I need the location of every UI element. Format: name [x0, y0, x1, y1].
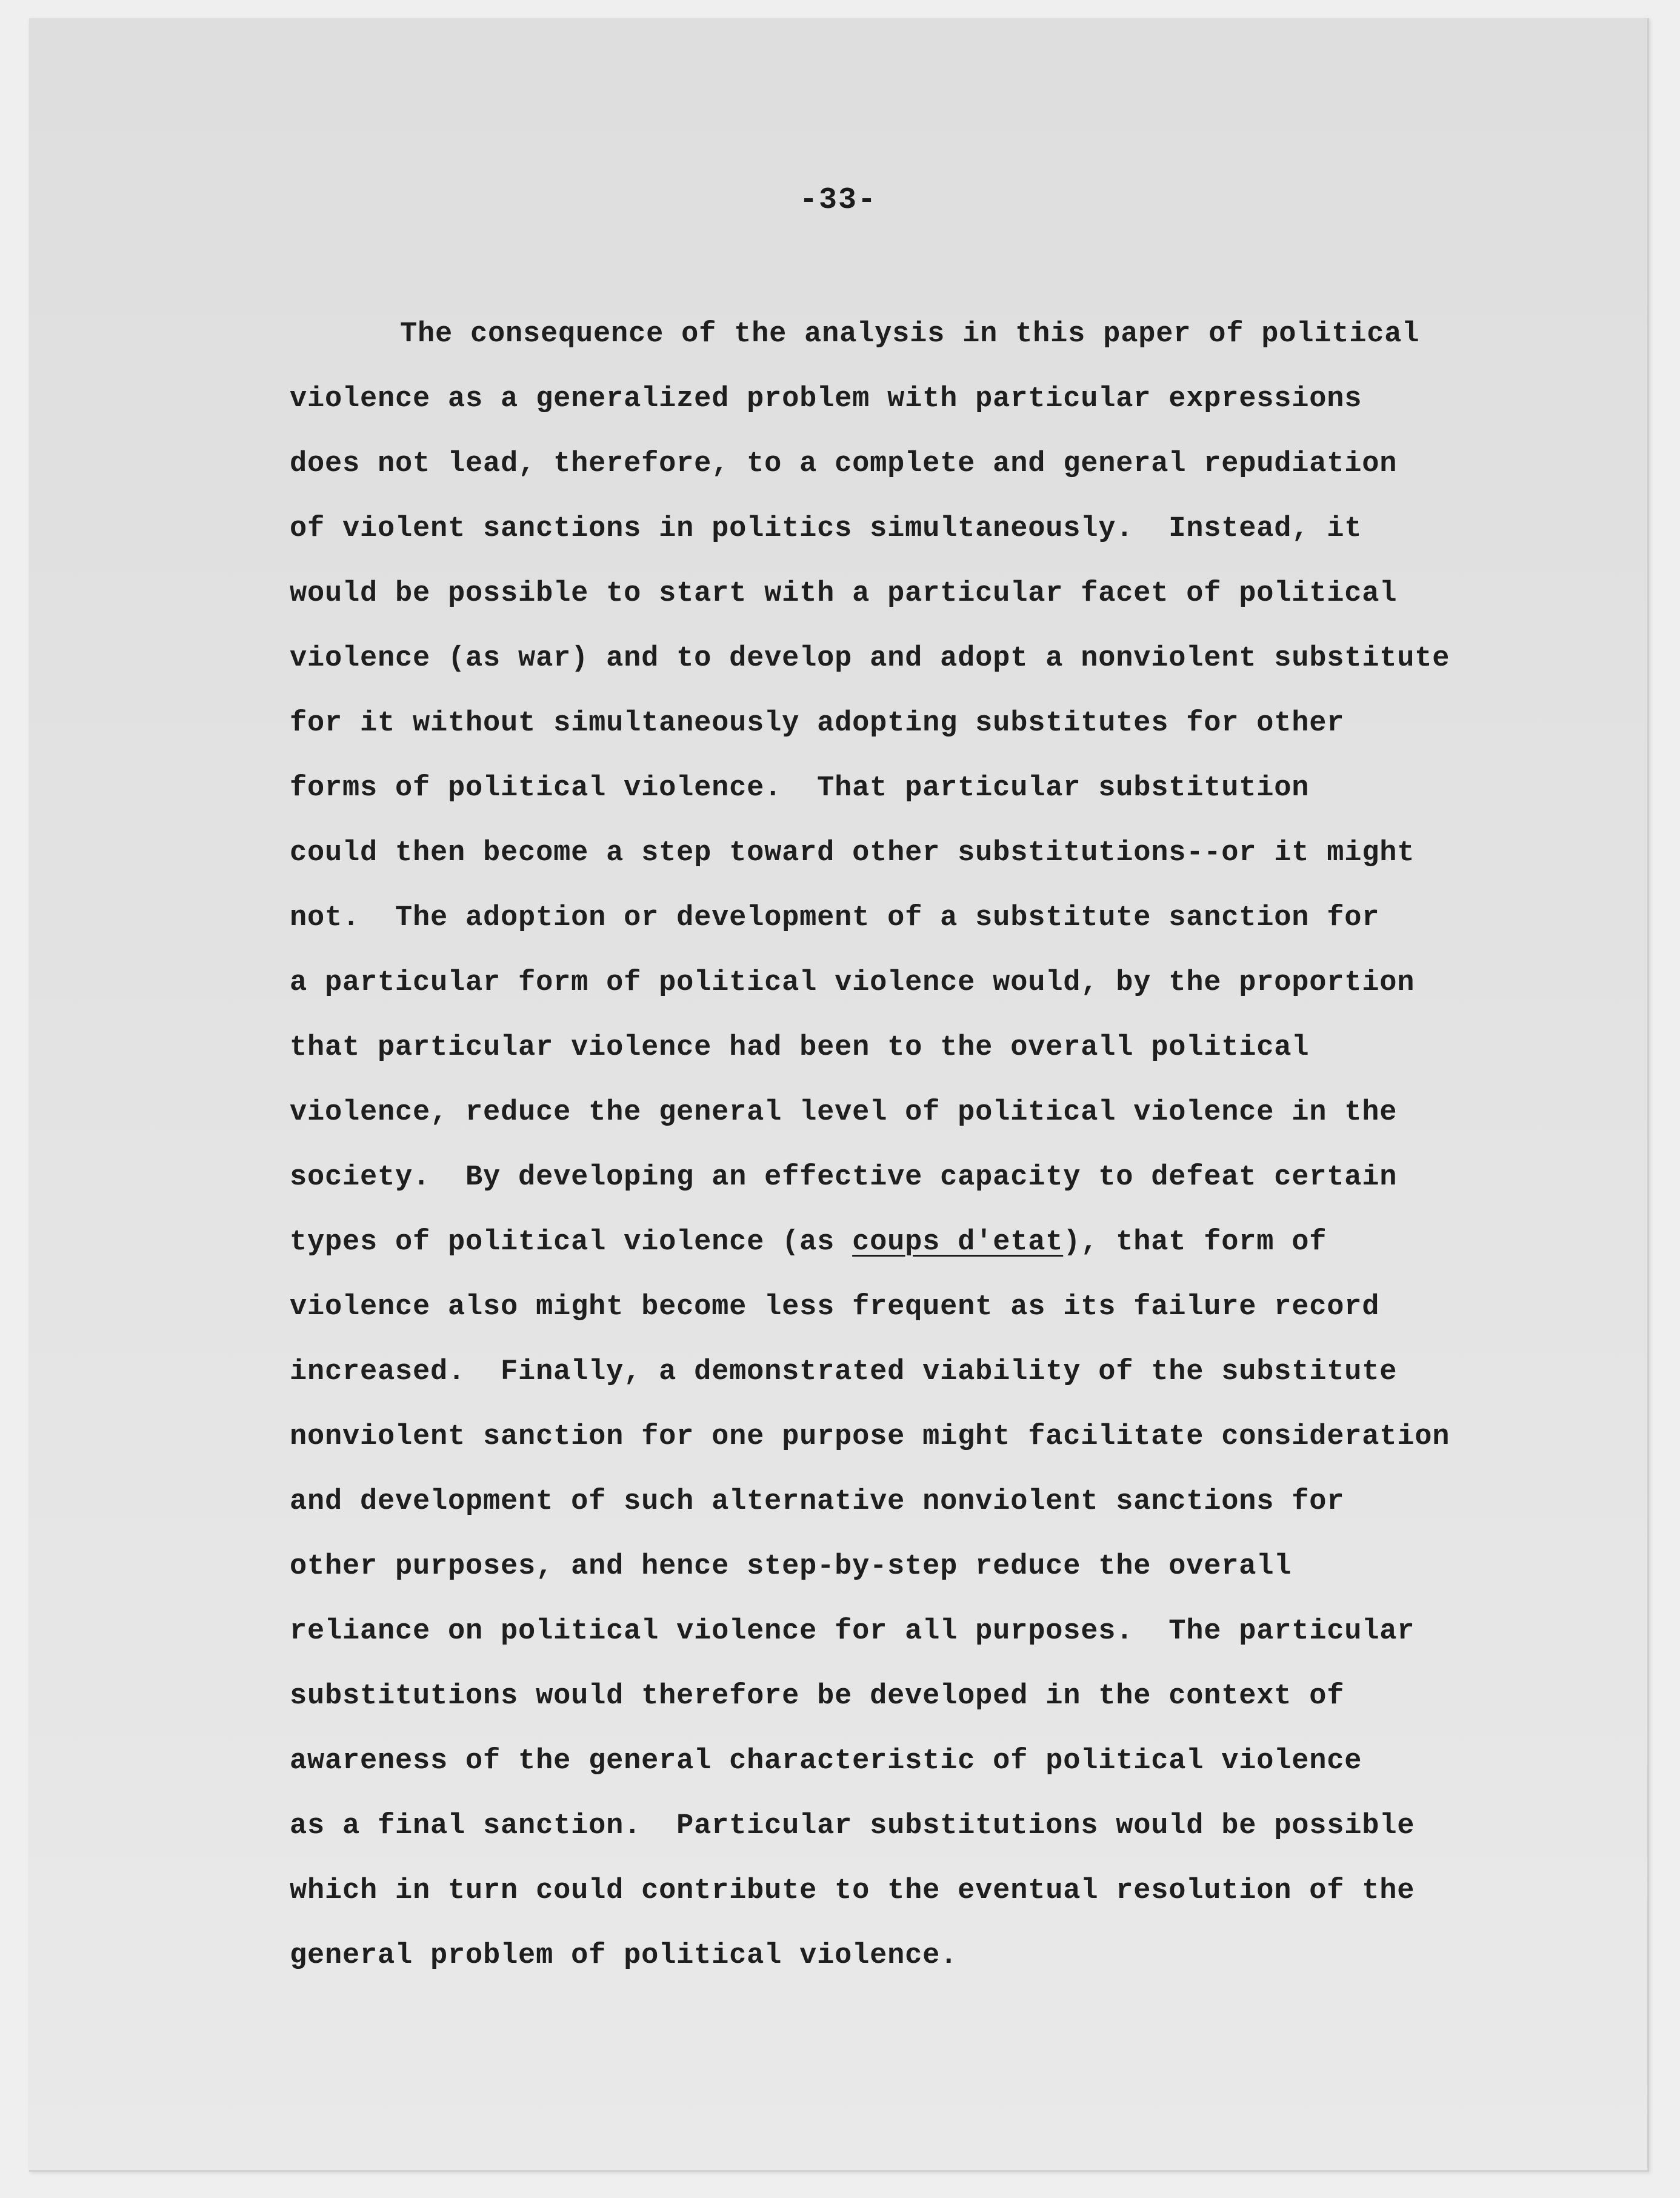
text-fragment: types of political violence (as — [290, 1226, 853, 1258]
text-line: nonviolent sanction for one purpose might facilitate consideration — [290, 1421, 1450, 1453]
text-line: violence as a generalized problem with particular expressions — [290, 383, 1362, 415]
text-line: awareness of the general characteristic of political violence — [290, 1745, 1362, 1777]
underlined-phrase: coups d'etat — [852, 1226, 1064, 1258]
text-line: that particular violence had been to the overall political — [290, 1032, 1310, 1064]
text-line: and development of such alternative nonviolent sanctions for — [290, 1486, 1345, 1518]
text-line: violence also might become less frequent as its failure record — [290, 1291, 1380, 1323]
text-line: of violent sanctions in politics simultaneously. Instead, it — [290, 513, 1362, 545]
text-line: violence, reduce the general level of political violence in the — [290, 1097, 1398, 1129]
text-line: as a final sanction. Particular substitutions would be possible — [290, 1810, 1415, 1842]
text-line: increased. Finally, a demonstrated viability of the substitute — [290, 1356, 1398, 1388]
text-fragment: ), that form of — [1063, 1226, 1327, 1258]
text-line: for it without simultaneously adopting substitutes for other — [290, 707, 1345, 740]
text-line: not. The adoption or development of a substitute sanction for — [290, 902, 1380, 934]
text-line: does not lead, therefore, to a complete and general repudiation — [290, 448, 1398, 480]
text-line: could then become a step toward other substitutions--or it might — [290, 837, 1415, 869]
text-line: substitutions would therefore be developed in the context of — [290, 1680, 1345, 1712]
text-line: violence (as war) and to develop and adopt a nonviolent substitute — [290, 643, 1450, 675]
text-line: a particular form of political violence would, by the proportion — [290, 967, 1415, 999]
text-line: general problem of political violence. — [290, 1940, 958, 1972]
text-line: which in turn could contribute to the eventual resolution of the — [290, 1875, 1415, 1907]
page-number: -33- — [799, 183, 878, 218]
text-line: other purposes, and hence step-by-step reduce the overall — [290, 1551, 1292, 1583]
text-line: society. By developing an effective capacity to defeat certain — [290, 1161, 1398, 1194]
text-line: would be possible to start with a particular facet of political — [290, 578, 1398, 610]
paragraph — [290, 302, 1593, 1988]
typewritten-page — [29, 18, 1649, 2172]
text-line: reliance on political violence for all purposes. The particular — [290, 1615, 1415, 1648]
text-line: forms of political violence. That particular substitution — [290, 772, 1310, 804]
text-line: The consequence of the analysis in this paper of political — [400, 318, 1420, 350]
text-line-with-underline — [290, 1210, 1593, 1275]
